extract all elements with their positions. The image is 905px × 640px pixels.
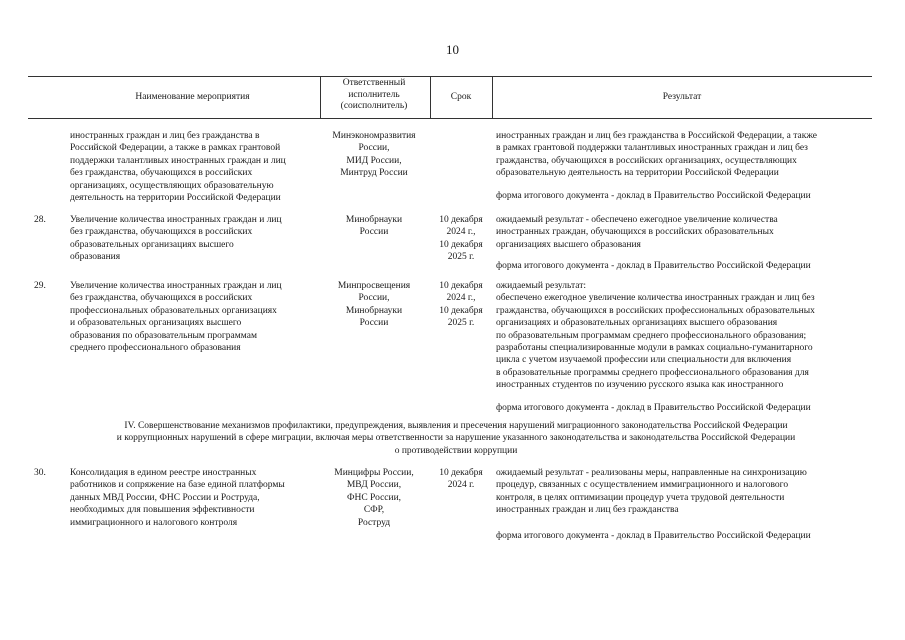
header-divider [430, 76, 431, 118]
table-header-bottom-rule [28, 118, 872, 119]
row-term: 10 декабря 2024 г., 10 декабря 2025 г. [439, 281, 483, 329]
column-header-result: Результат [662, 92, 702, 102]
continuation-result-form: форма итогового документа - доклад в Правительство Российской Федерации [496, 191, 811, 201]
column-header-responsible: Ответственный исполнитель (соисполнитель) [340, 78, 408, 111]
row-responsible: Минобрнауки России [345, 215, 403, 238]
column-header-name: Наименование мероприятия [135, 92, 250, 102]
row-responsible: Минцифры России, МВД России, ФНС России, СФР, Роструд [334, 468, 414, 528]
continuation-name: иностранных граждан и лиц без гражданства в Российской Федерации, а также в рамках грантовой поддержки талантливых иностранных граждан и лиц без гражданства, обучающихся в российских организациях, осуществляющих образовательную деятельность на территории Российской Федерации [70, 131, 286, 204]
continuation-result: иностранных граждан и лиц без гражданства в Российской Федерации, а также в рамках грантовой поддержки талантливых иностранных граждан и лиц без гражданства, обучающихся в российских организациях, осуществляющих образовательную деятельность на территории Российской Федерации [496, 131, 818, 179]
continuation-responsible: Минэкономразвития России, МИД России, Минтруд России [332, 131, 416, 179]
row-name: Увеличение количества иностранных граждан и лиц без гражданства, обучающихся в российских образовательных организациях высшего образования [70, 215, 282, 263]
row-result: ожидаемый результат - реализованы меры, направленные на синхронизацию процедур, связанных с осуществлением иммиграционного и налогового контроля, в целях оптимизации процедур учета трудовой деятельности иностранных граждан и лиц без гражданства [496, 468, 807, 516]
table-header-top-rule [28, 76, 872, 77]
row-responsible: Минпросвещения России, Минобрнауки России [337, 281, 411, 329]
row-result-form: форма итогового документа - доклад в Правительство Российской Федерации [496, 261, 811, 271]
page-number: 10 [446, 42, 459, 57]
row-number: 28. [34, 215, 46, 225]
row-term: 10 декабря 2024 г. [439, 468, 483, 491]
row-result: ожидаемый результат - обеспечено ежегодное увеличение количества иностранных граждан, обучающихся в российских образовательных организациях высшего образования [496, 215, 778, 250]
row-result-form: форма итогового документа - доклад в Правительство Российской Федерации [496, 531, 811, 541]
row-name: Увеличение количества иностранных граждан и лиц без гражданства, обучающихся в российских профессиональных образовательных организациях и образовательных организациях высшего образования по образовательным программам среднего профессионального образования [70, 281, 282, 354]
header-divider [492, 76, 493, 118]
row-number: 29. [34, 281, 46, 291]
row-result-form: форма итогового документа - доклад в Правительство Российской Федерации [496, 403, 811, 413]
row-result: ожидаемый результат: обеспечено ежегодное увеличение количества иностранных граждан и лиц без гражданства, обучающихся в российских профессиональных образовательных организациях и образовательных организациях высшего образования по образовательным программам среднего профессионального образования; разработаны специализированные модули в рамках социально-гуманитарного цикла с учетом изучаемой профессии или специальности для включения в образовательные программы среднего профессионального образования для иностранных студентов по изучению русского языка как иностранного [496, 281, 815, 391]
column-header-term: Срок [450, 92, 472, 102]
section-heading: IV. Совершенствование механизмов профилактики, предупреждения, выявления и пресечения нарушений миграционного законодательства Российской Федерации и коррупционных нарушений в сфере миграции, включая меры ответственности за нарушение указанного законодательства и законодательства Российской Федерации о противодействии коррупции [116, 421, 796, 456]
row-name: Консолидация в едином реестре иностранных работников и сопряжение на базе единой платформы данных МВД России, ФНС России и Роструда, необходимых для повышения эффективности иммиграционного и налогового контроля [70, 468, 285, 528]
row-term: 10 декабря 2024 г., 10 декабря 2025 г. [439, 215, 483, 263]
row-number: 30. [34, 468, 46, 478]
